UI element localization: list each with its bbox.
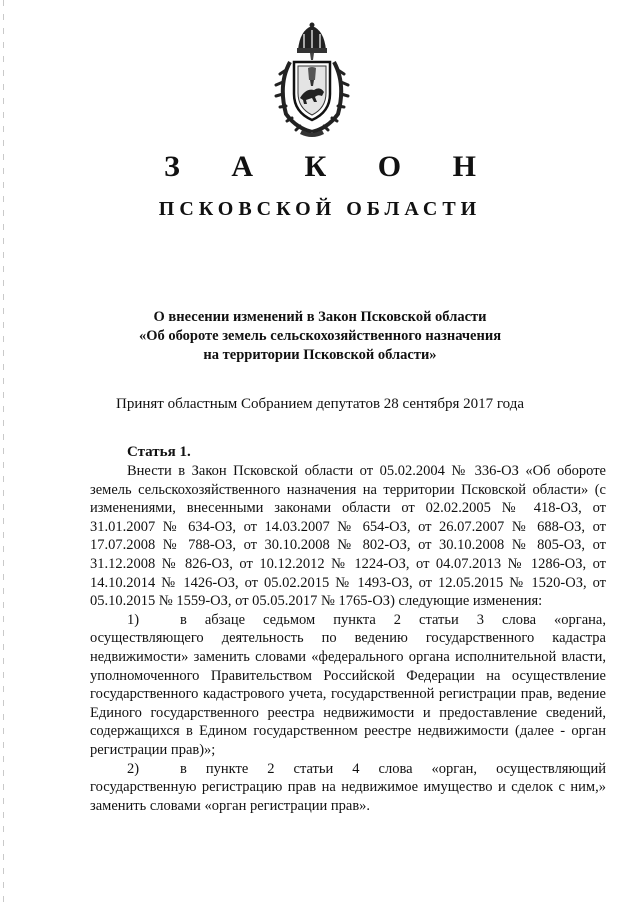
heading-line: «Об обороте земель сельскохозяйственного назначения <box>138 328 502 344</box>
coat-of-arms-emblem <box>262 22 362 140</box>
heading-line: на территории Псковской области» <box>203 347 437 363</box>
list-item <box>90 760 606 816</box>
item-text: в абзаце седьмом пункта 2 статьи 3 слова «органа, осуществляющего деятельность по ведению государственного кадастра недвижимости» заменить словами «федерального органа исполнительной власти, уполномоченного Правительством Российской Федерации на осуществление государственного кадастрового учета, государственной регистрации прав, ведение Единого государственного реестра недвижимости и предоставление сведений, содержащихся в Едином государственном реестре недвижимости (далее - орган регистрации прав)»; <box>90 611 606 758</box>
adoption-statement: Принят областным Собранием депутатов 28 сентября 2017 года <box>115 396 525 412</box>
item-text: в пункте 2 статьи 4 слова «орган, осуществляющий государственную регистрацию прав на недвижимое имущество и сделок с ним,» заменить словами «орган регистрации прав». <box>90 760 606 814</box>
document-subtitle: ПСКОВСКОЙ ОБЛАСТИ <box>158 198 482 220</box>
item-number: 1) <box>127 611 140 628</box>
scan-edge <box>3 0 4 905</box>
law-heading <box>130 308 510 365</box>
article-body <box>90 462 606 815</box>
heading-line: О внесении изменений в Закон Псковской области <box>153 309 487 325</box>
item-number: 2) <box>127 760 140 777</box>
intro-paragraph: Внести в Закон Псковской области от 05.02.2004 № 336-ОЗ «Об обороте земель сельскохозяйственного назначения на территории Псковской области» (с изменениями, внесенными законами области от 02.02.2005 № 418-ОЗ, от 31.01.2007 № 634-ОЗ, от 14.03.2007 № 654-ОЗ, от 26.07.2007 № 688-ОЗ, от 17.07.2008 № 788-ОЗ, от 30.10.2008 № 802-ОЗ, от 30.10.2008 № 805-ОЗ, от 31.12.2008 № 826-ОЗ, от 10.12.2012 № 1224-ОЗ, от 04.07.2013 № 1286-ОЗ, от 14.10.2014 № 1426-ОЗ, от 05.02.2015 № 1493-ОЗ, от 12.05.2015 № 1520-ОЗ, от 05.10.2015 № 1559-ОЗ, от 05.05.2017 № 1765-ОЗ) следующие изменения: <box>90 463 606 610</box>
article-title: Статья 1. <box>127 444 191 460</box>
document-title: З А К О Н <box>164 150 498 183</box>
list-item <box>90 611 606 760</box>
